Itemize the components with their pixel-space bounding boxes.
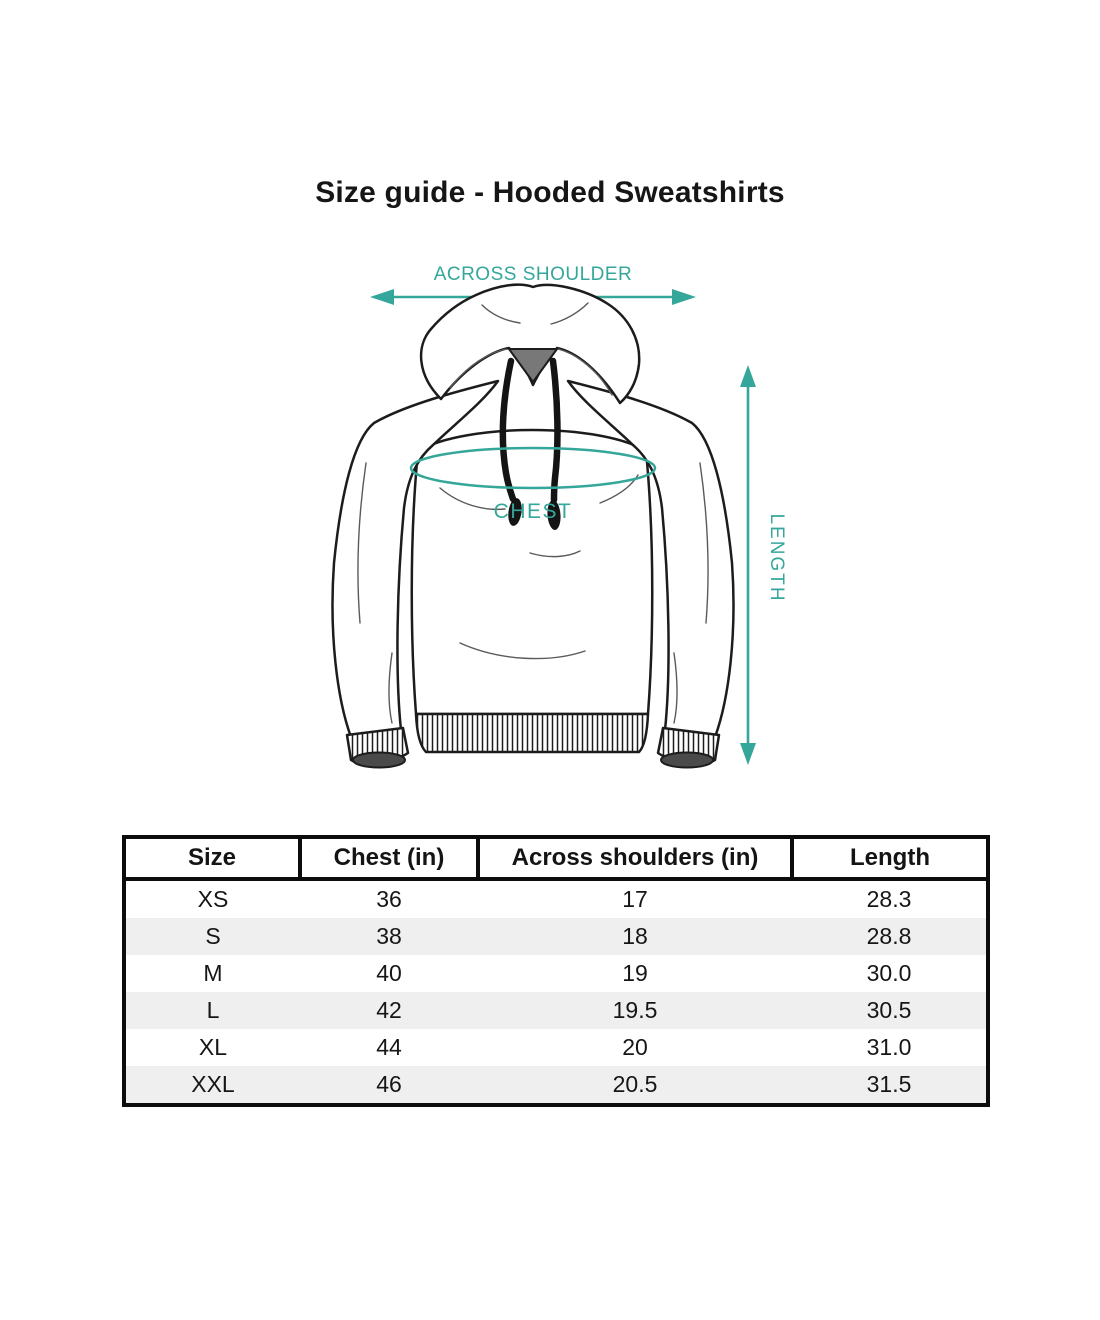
hoodie-right-cuff-opening: [661, 753, 713, 768]
arrowhead-left-icon: [370, 289, 394, 305]
cell-length: 28.3: [866, 886, 912, 912]
cell-chest: 36: [376, 886, 402, 912]
cell-size: XXL: [191, 1071, 235, 1097]
cell-chest: 38: [376, 923, 402, 949]
table-row: [124, 992, 988, 1029]
hoodie-hem-rib: [416, 714, 648, 752]
table-row: [124, 955, 988, 992]
cell-across: 19.5: [612, 997, 658, 1023]
cell-size: XL: [198, 1034, 228, 1060]
size-table-body: [124, 879, 988, 1105]
cell-across: 20.5: [612, 1071, 658, 1097]
chest-label: CHEST: [493, 500, 573, 523]
hoodie-left-cuff-opening: [353, 753, 405, 768]
header-size: Size: [124, 837, 300, 879]
hoodie-body: [412, 430, 653, 714]
header-across-shoulders: Across shoulders (in): [478, 837, 792, 879]
cell-length: 30.5: [866, 997, 912, 1023]
cell-chest: 44: [376, 1034, 402, 1060]
cell-size: L: [206, 997, 220, 1023]
table-row: [124, 1066, 988, 1105]
arrowhead-up-icon: [740, 365, 756, 387]
cell-length: 31.5: [866, 1071, 912, 1097]
hoodie-illustration: [333, 285, 734, 768]
cell-chest: 42: [376, 997, 402, 1023]
length-annotation: [740, 365, 787, 765]
cell-size: M: [203, 960, 223, 986]
cell-length: 30.0: [866, 960, 912, 986]
table-row: [124, 879, 988, 918]
cell-across: 19: [622, 960, 648, 986]
cell-across: 20: [622, 1034, 648, 1060]
cell-chest: 40: [376, 960, 402, 986]
cell-across: 17: [622, 886, 648, 912]
cell-length: 28.8: [866, 923, 912, 949]
arrowhead-down-icon: [740, 743, 756, 765]
length-label: LENGTH: [766, 513, 787, 603]
hoodie-measurement-diagram: [300, 253, 800, 798]
arrowhead-right-icon: [672, 289, 696, 305]
table-row: [124, 1029, 988, 1066]
cell-across: 18: [622, 923, 648, 949]
cell-size: S: [205, 923, 221, 949]
page-title: Size guide - Hooded Sweatshirts: [315, 176, 785, 209]
header-chest: Chest (in): [300, 837, 478, 879]
header-length: Length: [792, 837, 988, 879]
header-row: [124, 837, 988, 879]
cell-length: 31.0: [866, 1034, 912, 1060]
cell-chest: 46: [376, 1071, 402, 1097]
cell-size: XS: [197, 886, 229, 912]
across-shoulder-label: ACROSS SHOULDER: [433, 264, 633, 285]
size-table: [122, 835, 990, 1107]
size-table-header: [124, 837, 988, 879]
hood-inner-triangle: [509, 349, 557, 382]
table-row: [124, 918, 988, 955]
